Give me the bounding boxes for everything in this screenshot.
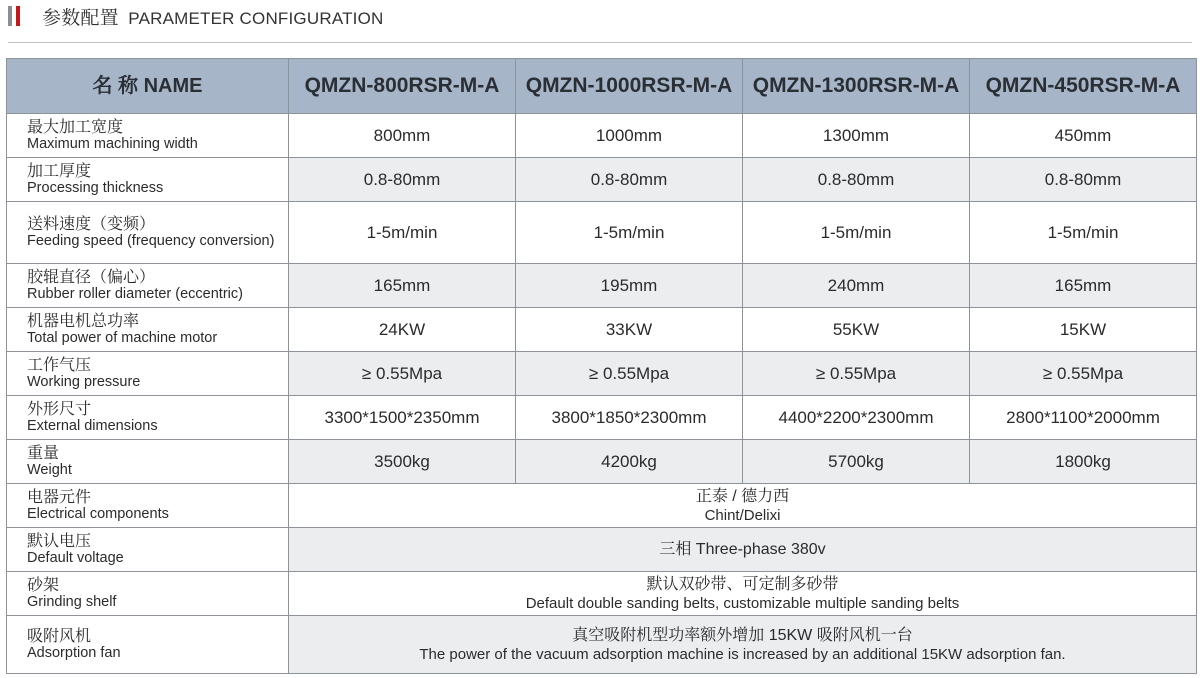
row-label-en: Total power of machine motor (27, 329, 218, 346)
spec-value: 1800kg (970, 440, 1197, 484)
merged-spec-value (289, 528, 1197, 572)
row-label-en: Electrical components (27, 505, 169, 522)
spec-value: 4400*2200*2300mm (743, 396, 970, 440)
row-label (7, 158, 289, 202)
row-label-cn: 加工厚度 (27, 162, 92, 180)
row-label (7, 202, 289, 264)
spec-value: 3300*1500*2350mm (289, 396, 516, 440)
spec-value: 0.8-80mm (289, 158, 516, 202)
spec-value: 0.8-80mm (516, 158, 743, 202)
table-row (7, 528, 1197, 572)
row-label-en: Default voltage (27, 549, 124, 566)
spec-value: 1000mm (516, 114, 743, 158)
row-label-cn: 砂架 (27, 576, 60, 594)
table-row (7, 202, 1197, 264)
model-header: QMZN-1000RSR-M-A (516, 59, 743, 114)
row-label-en: Rubber roller diameter (eccentric) (27, 285, 243, 302)
spec-value: 0.8-80mm (970, 158, 1197, 202)
spec-value: 4200kg (516, 440, 743, 484)
table-row (7, 572, 1197, 616)
row-label (7, 616, 289, 674)
spec-value: 55KW (743, 308, 970, 352)
row-label-cn: 工作气压 (27, 356, 92, 374)
row-label-en: Feeding speed (frequency conversion) (27, 232, 275, 249)
row-label-cn: 机器电机总功率 (27, 312, 140, 330)
spec-value: 195mm (516, 264, 743, 308)
row-label (7, 396, 289, 440)
row-label-en: Processing thickness (27, 179, 164, 196)
row-label (7, 572, 289, 616)
table-row (7, 616, 1197, 674)
row-label-en: Weight (27, 461, 72, 478)
merged-value-en: Default double sanding belts, customizable multiple sanding belts (525, 594, 960, 612)
row-label-en: Adsorption fan (27, 644, 121, 661)
merged-value-cn: 默认双砂带、可定制多砂带 (646, 575, 839, 593)
row-label (7, 440, 289, 484)
accent-bar-gray (8, 6, 12, 26)
model-header: QMZN-450RSR-M-A (970, 59, 1197, 114)
row-label (7, 352, 289, 396)
spec-value: 165mm (970, 264, 1197, 308)
row-label-cn: 外形尺寸 (27, 400, 92, 418)
row-label-cn: 最大加工宽度 (27, 118, 124, 136)
spec-value: 15KW (970, 308, 1197, 352)
row-label (7, 264, 289, 308)
spec-value: 24KW (289, 308, 516, 352)
merged-value-cn: 三相 Three-phase 380v (659, 541, 826, 558)
spec-value: 800mm (289, 114, 516, 158)
spec-value: 0.8-80mm (743, 158, 970, 202)
merged-spec-value (289, 572, 1197, 616)
section-title-cn: 参数配置 (42, 8, 119, 29)
table-row (7, 396, 1197, 440)
page-header (0, 0, 1200, 34)
spec-value: 2800*1100*2000mm (970, 396, 1197, 440)
spec-value: 450mm (970, 114, 1197, 158)
merged-spec-value (289, 484, 1197, 528)
row-label (7, 484, 289, 528)
section-title (42, 3, 384, 30)
model-header: QMZN-800RSR-M-A (289, 59, 516, 114)
model-header: QMZN-1300RSR-M-A (743, 59, 970, 114)
table-row (7, 114, 1197, 158)
table-row (7, 264, 1197, 308)
table-row (7, 158, 1197, 202)
spec-value: 3500kg (289, 440, 516, 484)
row-label-cn: 重量 (27, 444, 60, 462)
row-label-cn: 吸附风机 (27, 627, 92, 645)
row-label (7, 114, 289, 158)
table-row (7, 484, 1197, 528)
merged-spec-value (289, 616, 1197, 674)
spec-value: 240mm (743, 264, 970, 308)
spec-value: 1-5m/min (289, 202, 516, 264)
spec-value: 165mm (289, 264, 516, 308)
spec-value: 1-5m/min (743, 202, 970, 264)
spec-value: 3800*1850*2300mm (516, 396, 743, 440)
spec-value: 1-5m/min (970, 202, 1197, 264)
table-row (7, 308, 1197, 352)
spec-value: 33KW (516, 308, 743, 352)
merged-value-en: Chint/Delixi (704, 506, 781, 524)
row-label-en: Working pressure (27, 373, 141, 390)
merged-value-en: The power of the vacuum adsorption machine is increased by an additional 15KW adsorption fan. (419, 645, 1066, 663)
spec-value: 1300mm (743, 114, 970, 158)
table-row (7, 352, 1197, 396)
row-label-en: External dimensions (27, 417, 158, 434)
row-label (7, 528, 289, 572)
spec-value: 5700kg (743, 440, 970, 484)
row-label (7, 308, 289, 352)
table-header-row (7, 59, 1197, 114)
table-row (7, 440, 1197, 484)
row-label-cn: 送料速度（变频） (27, 215, 156, 233)
row-label-cn: 默认电压 (27, 532, 92, 550)
row-label-en: Grinding shelf (27, 593, 117, 610)
header-divider (8, 42, 1192, 43)
row-label-cn: 电器元件 (27, 488, 92, 506)
accent-bar-red (16, 6, 20, 26)
section-title-en: PARAMETER CONFIGURATION (128, 9, 384, 28)
row-label-en: Maximum machining width (27, 135, 198, 152)
row-label-cn: 胶辊直径（偏心） (27, 268, 156, 286)
spec-value: ≥ 0.55Mpa (289, 352, 516, 396)
spec-value: 1-5m/min (516, 202, 743, 264)
spec-value: ≥ 0.55Mpa (516, 352, 743, 396)
name-column-header: 名 称 NAME (7, 59, 289, 114)
parameter-table (6, 58, 1197, 674)
spec-value: ≥ 0.55Mpa (743, 352, 970, 396)
merged-value-cn: 真空吸附机型功率额外增加 15KW 吸附风机一台 (572, 626, 913, 644)
merged-value-cn: 正泰 / 德力西 (695, 487, 790, 505)
spec-value: ≥ 0.55Mpa (970, 352, 1197, 396)
